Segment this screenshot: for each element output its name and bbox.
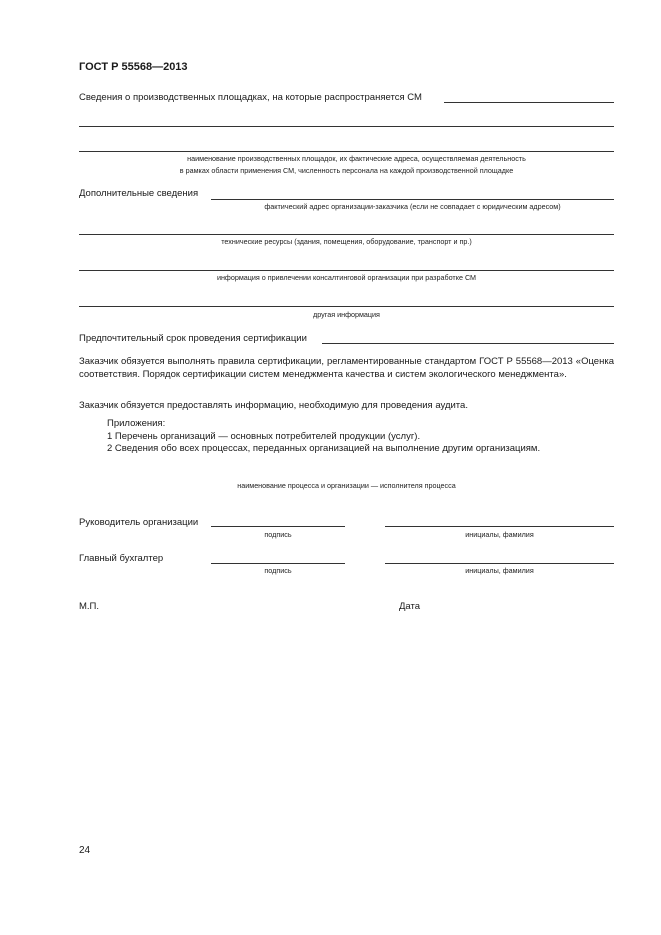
address-field-line[interactable] (211, 199, 614, 200)
accountant-name-caption: инициалы, фамилия (465, 566, 534, 575)
certification-term-field-line[interactable] (322, 343, 614, 344)
address-caption: фактический адрес организации-заказчика (если не совпадает с юридическим адресом) (264, 202, 561, 211)
accountant-signature-field[interactable] (211, 563, 345, 564)
head-name-field[interactable] (385, 526, 614, 527)
production-sites-field-line[interactable] (444, 102, 614, 103)
production-sites-field-line-2[interactable] (79, 126, 614, 127)
certification-rules-paragraph: Заказчик обязуется выполнять правила сертификации, регламентированные стандартом ГОСТ Р 55568—2013 «Оценка соответствия. Порядок сертификации систем менеджмента качества и систем экологического менеджмента». (79, 356, 614, 380)
audit-info-paragraph: Заказчик обязуется предоставлять информацию, необходимую для проведения аудита. (79, 400, 468, 411)
appendix-item-2: 2 Сведения обо всех процессах, переданных организацией на выполнение другим организациям. (107, 443, 541, 454)
appendix-item-1: 1 Перечень организаций — основных потребителей продукции (услуг). (107, 431, 421, 442)
production-sites-field-line-3[interactable] (79, 151, 614, 152)
production-sites-label: Сведения о производственных площадках, на которые распространяется СМ (79, 92, 422, 103)
head-of-organization-label: Руководитель организации (79, 517, 199, 528)
appendices-title: Приложения: (107, 418, 166, 429)
resources-field-line[interactable] (79, 234, 614, 235)
chief-accountant-label: Главный бухгалтер (79, 553, 164, 564)
production-sites-caption-2: в рамках области применения СМ, численность персонала на каждой производственной площадке (179, 166, 514, 175)
accountant-signature-caption: подпись (264, 566, 292, 575)
additional-info-label: Дополнительные сведения (79, 188, 199, 199)
accountant-name-field[interactable] (385, 563, 614, 564)
other-info-field-line[interactable] (79, 306, 614, 307)
consulting-field-line[interactable] (79, 270, 614, 271)
other-info-caption: другая информация (313, 310, 380, 319)
certification-term-label: Предпочтительный срок проведения сертификации (79, 333, 307, 344)
date-label: Дата (399, 601, 421, 612)
head-name-caption: инициалы, фамилия (465, 530, 534, 539)
head-signature-caption: подпись (264, 530, 292, 539)
process-caption: наименование процесса и организации — исполнителя процесса (237, 481, 456, 490)
resources-caption: технические ресурсы (здания, помещения, оборудование, транспорт и пр.) (221, 237, 472, 246)
document-code: ГОСТ Р 55568—2013 (79, 61, 188, 73)
head-signature-field[interactable] (211, 526, 345, 527)
consulting-caption: информация о привлечении консалтинговой организации при разработке СМ (216, 273, 477, 282)
production-sites-caption-1: наименование производственных площадок, их фактические адреса, осуществляемая деятельность (187, 154, 526, 163)
stamp-label: М.П. (79, 601, 100, 612)
page-number: 24 (79, 845, 91, 856)
